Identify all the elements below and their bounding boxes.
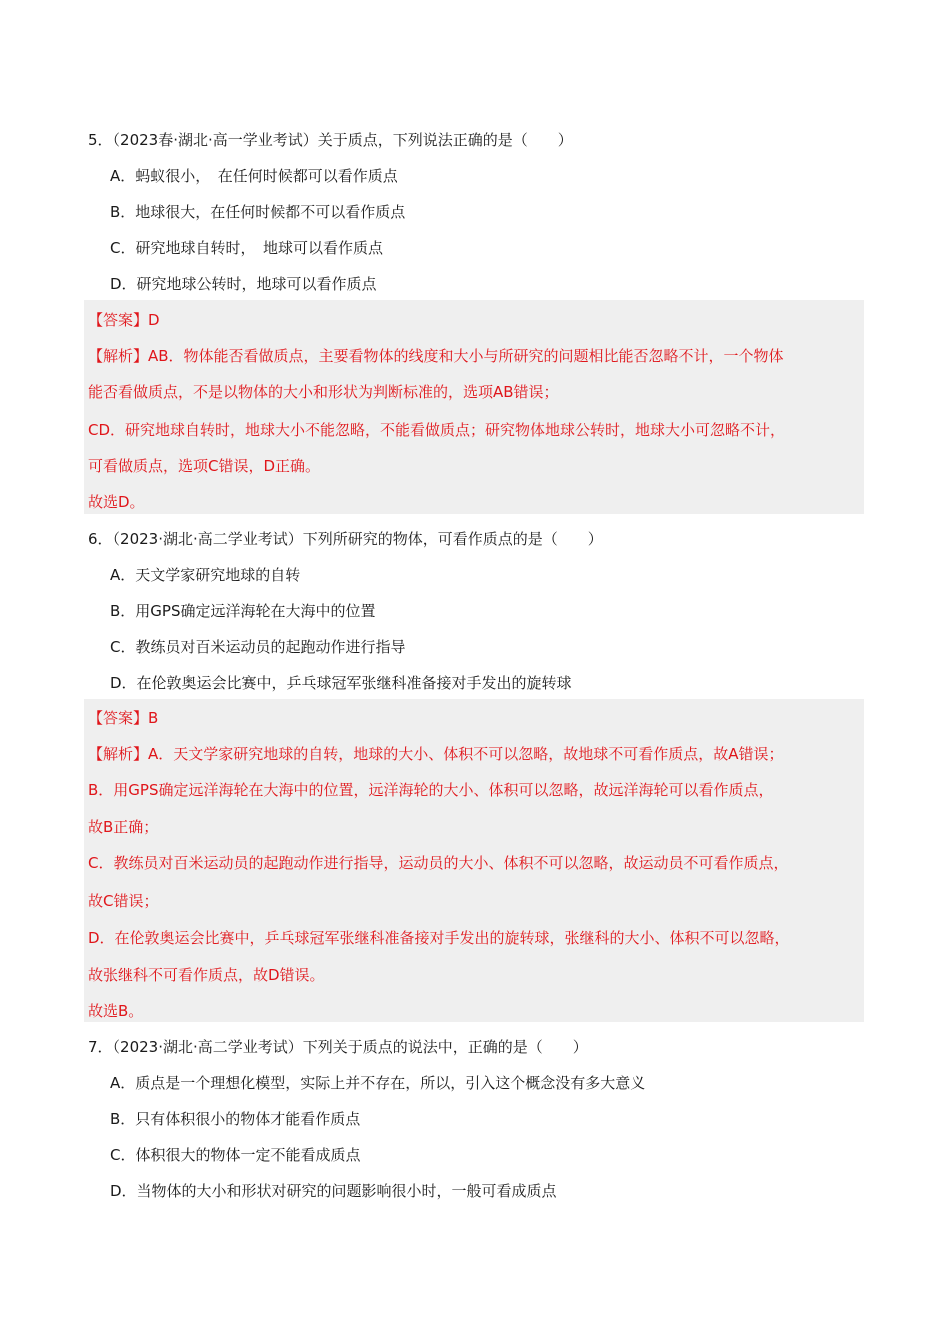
question-5-option-c: C．研究地球自转时， 地球可以看作质点 [110, 239, 383, 257]
question-7-stem: 7．（2023·湖北·高二学业考试）下列关于质点的说法中，正确的是（ ） [88, 1038, 588, 1056]
question-6-stem: 6．（2023·湖北·高二学业考试）下列所研究的物体，可看作质点的是（ ） [88, 530, 603, 548]
question-6-option-c: C．教练员对百米运动员的起跑动作进行指导 [110, 638, 406, 656]
question-5-analysis-line: 【解析】AB．物体能否看做质点，主要看物体的线度和大小与所研究的问题相比能否忽略不计，一个物体 [88, 347, 784, 365]
question-5-analysis-line: 能否看做质点，不是以物体的大小和形状为判断标准的，选项AB错误； [88, 383, 559, 401]
question-5-analysis-line: CD．研究地球自转时，地球大小不能忽略，不能看做质点；研究物体地球公转时，地球大小可忽略不计， [88, 421, 786, 439]
question-6-analysis-line: 【解析】A．天文学家研究地球的自转，地球的大小、体积不可以忽略，故地球不可看作质点，故A错误； [88, 745, 784, 763]
question-6-analysis-line: B．用GPS确定远洋海轮在大海中的位置，远洋海轮的大小、体积可以忽略，故远洋海轮可以看作质点， [88, 781, 774, 799]
question-6-analysis-line: 故C错误； [88, 892, 159, 910]
question-6-analysis-line: D．在伦敦奥运会比赛中，乒乓球冠军张继科准备接对手发出的旋转球，张继科的大小、体积不可以忽略， [88, 929, 790, 947]
question-5-conclusion: 故选D。 [88, 493, 145, 511]
answer-box-5 [84, 300, 864, 514]
question-6-conclusion: 故选B。 [88, 1002, 144, 1020]
question-6-option-d: D．在伦敦奥运会比赛中，乒乓球冠军张继科准备接对手发出的旋转球 [110, 674, 572, 692]
question-6-analysis-line: C．教练员对百米运动员的起跑动作进行指导，运动员的大小、体积不可以忽略，故运动员不可看作质点， [88, 854, 789, 872]
question-7-option-b: B．只有体积很小的物体才能看作质点 [110, 1110, 361, 1128]
question-5-stem: 5．（2023春·湖北·高一学业考试）关于质点，下列说法正确的是（ ） [88, 131, 573, 149]
question-6-answer: 【答案】B [88, 709, 159, 727]
question-6-analysis-line: 故B正确； [88, 818, 159, 836]
question-5-analysis-line: 可看做质点，选项C错误，D正确。 [88, 457, 321, 475]
question-7-option-c: C．体积很大的物体一定不能看成质点 [110, 1146, 361, 1164]
question-5-option-d: D．研究地球公转时，地球可以看作质点 [110, 275, 377, 293]
question-7-option-a: A．质点是一个理想化模型，实际上并不存在，所以，引入这个概念没有多大意义 [110, 1074, 646, 1092]
question-5-option-b: B．地球很大，在任何时候都不可以看作质点 [110, 203, 406, 221]
question-7-option-d: D．当物体的大小和形状对研究的问题影响很小时，一般可看成质点 [110, 1182, 557, 1200]
question-6-option-a: A．天文学家研究地球的自转 [110, 566, 301, 584]
question-5-option-a: A．蚂蚁很小， 在任何时候都可以看作质点 [110, 167, 398, 185]
question-5-answer: 【答案】D [88, 311, 160, 329]
question-6-analysis-line: 故张继科不可看作质点，故D错误。 [88, 966, 325, 984]
question-6-option-b: B．用GPS确定远洋海轮在大海中的位置 [110, 602, 376, 620]
